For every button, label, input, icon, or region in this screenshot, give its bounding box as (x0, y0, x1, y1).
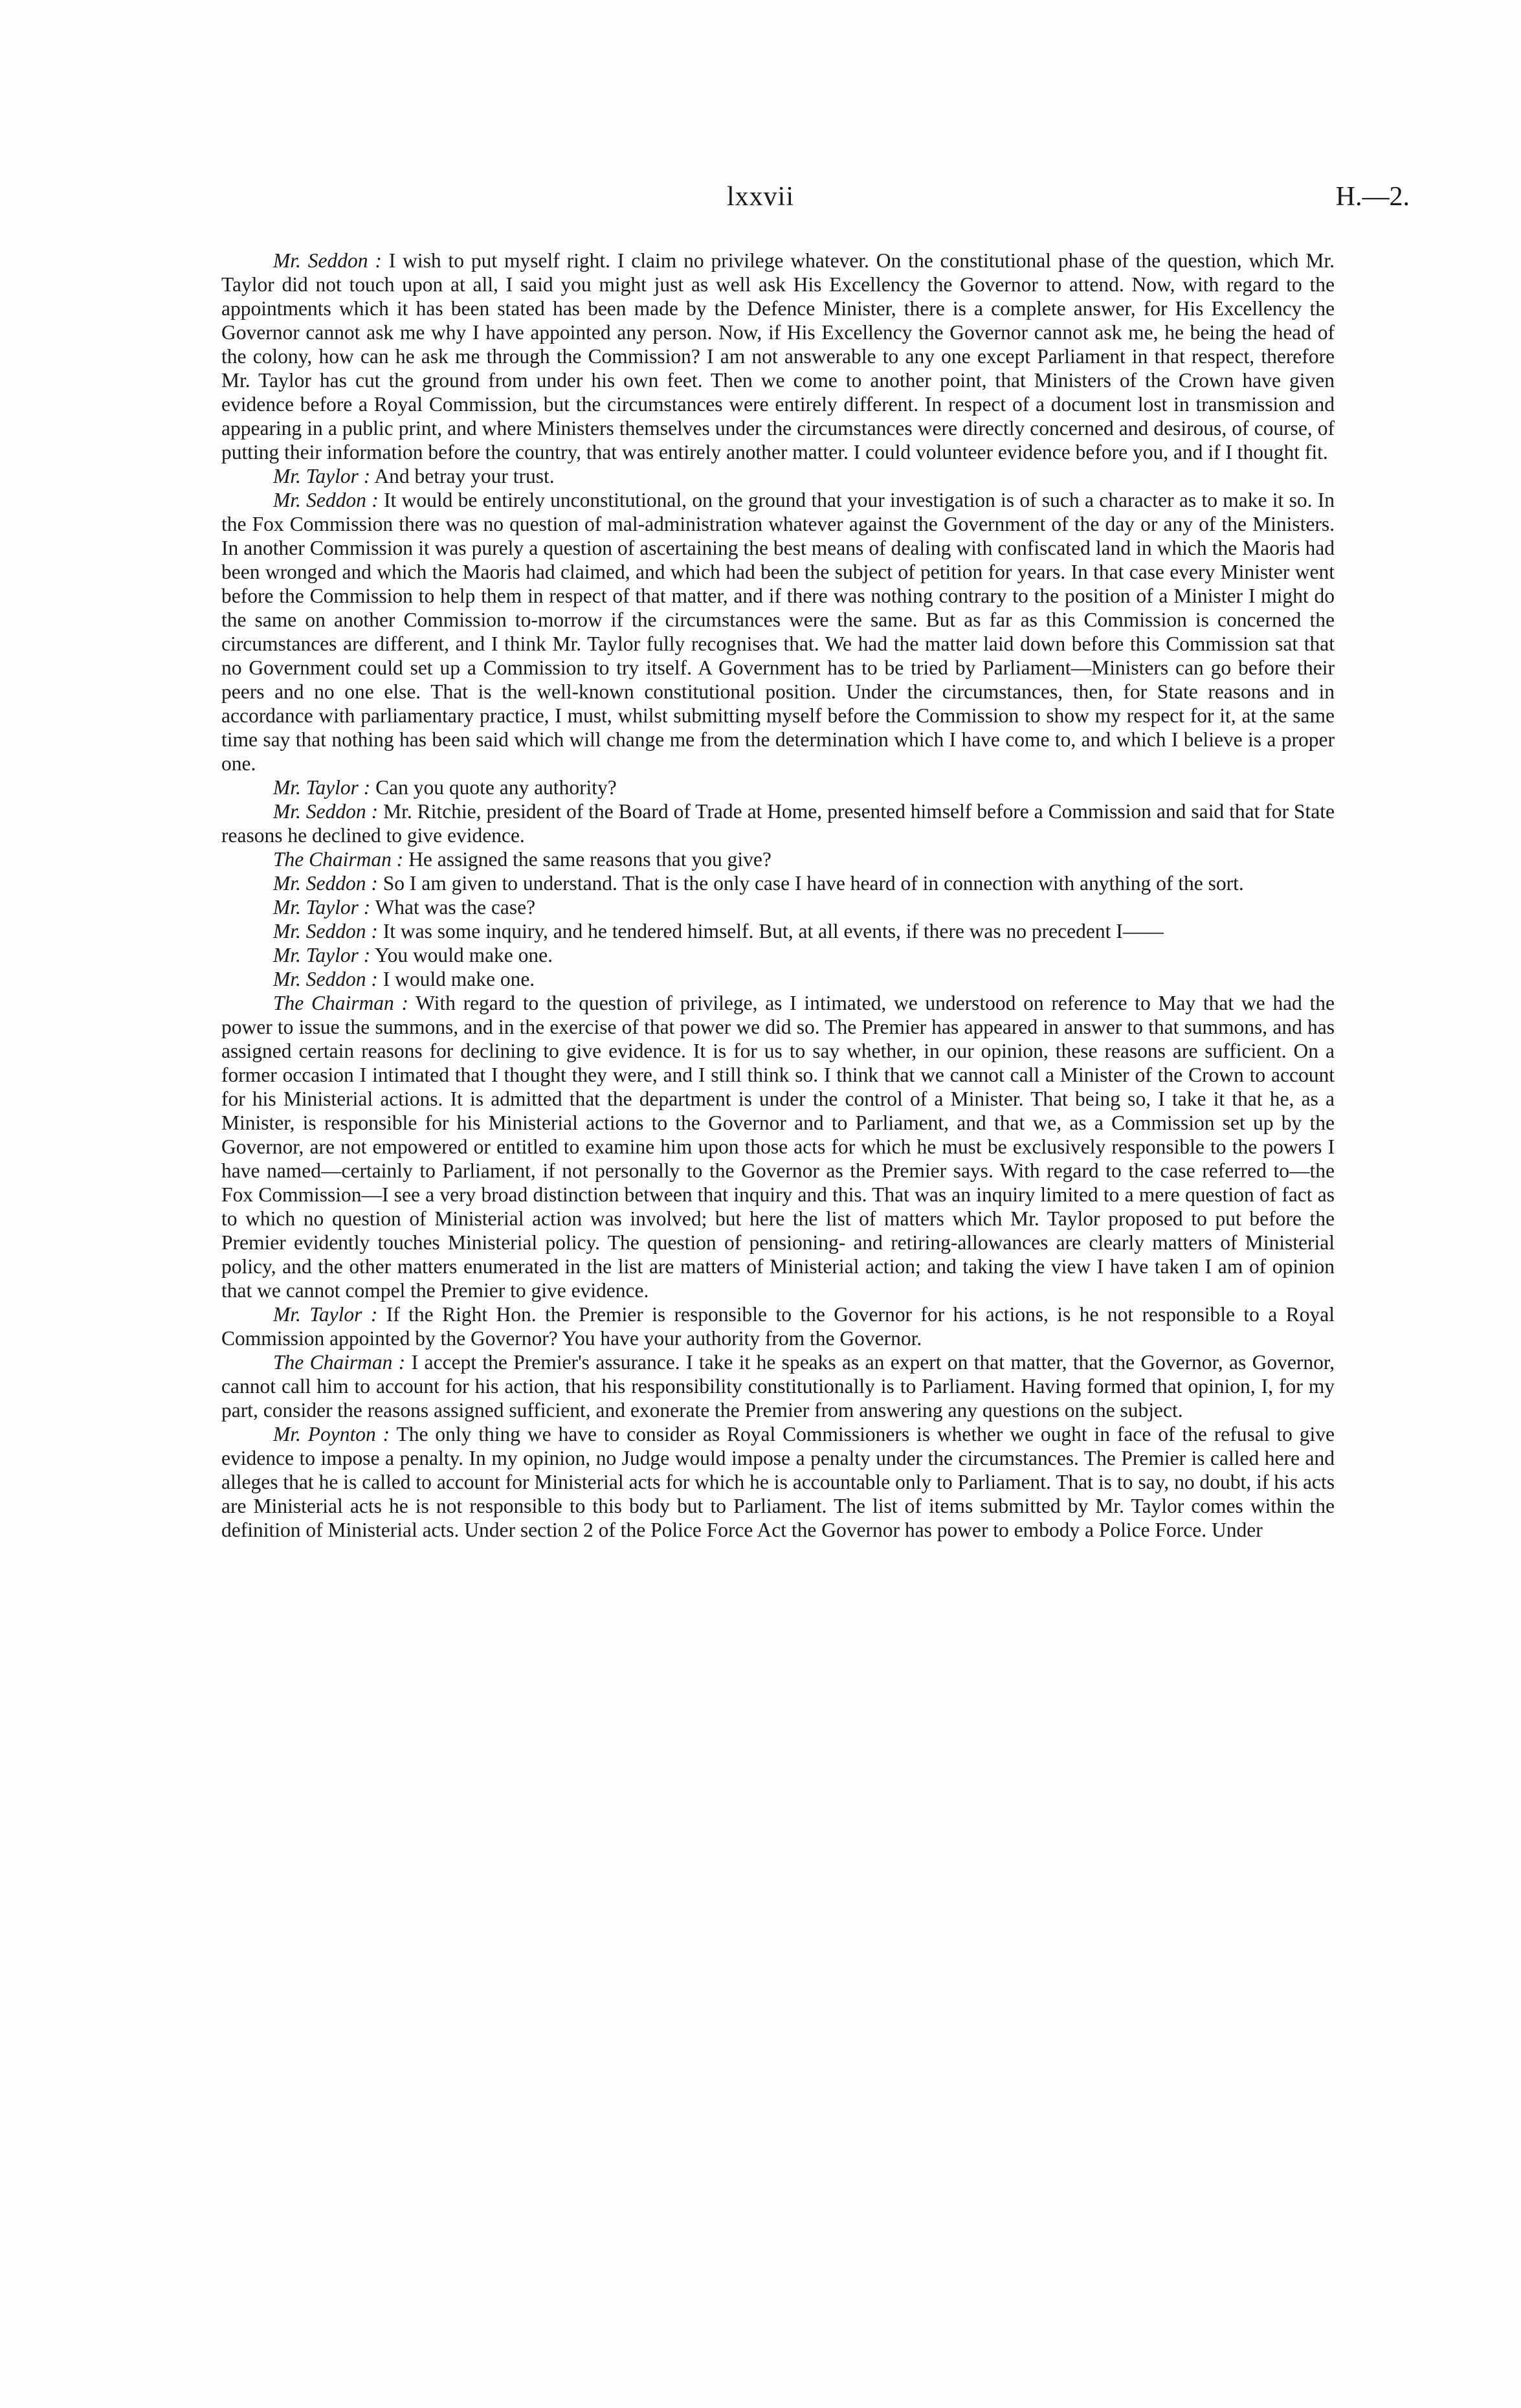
speaker-name: Mr. Seddon : (273, 489, 379, 511)
paragraph-text: And betray your trust. (374, 465, 555, 487)
body-text (221, 249, 1335, 1542)
paragraph (221, 464, 1335, 488)
speaker-name: The Chairman : (273, 992, 408, 1014)
speaker-name: Mr. Taylor : (273, 776, 371, 799)
speaker-name: The Chairman : (273, 1351, 406, 1374)
speaker-name: Mr. Taylor : (273, 1303, 378, 1326)
paragraph-text: The only thing we have to consider as Royal Commissioners is whether we ought in face of the refusal to give evidence to impose a penalty. In my opinion, no Judge would impose a penalty under the circumstances. The Premier is called here and alleges that he is called to account for Ministerial acts for which he is accountable only to Parliament. That is to say, no doubt, if his acts are Ministerial acts he is not responsible to this body but to Parliament. The list of items submitted by Mr. Taylor comes within the definition of Ministerial acts. Under section 2 of the Police Force Act the Governor has power to embody a Police Force. Under (221, 1423, 1335, 1541)
paragraph (221, 967, 1335, 991)
speaker-name: Mr. Seddon : (273, 800, 379, 823)
paragraph-text: Can you quote any authority? (375, 776, 617, 799)
paragraph-text: He assigned the same reasons that you give? (408, 848, 772, 871)
paragraph (221, 943, 1335, 967)
paragraph (221, 1350, 1335, 1422)
speaker-name: Mr. Taylor : (273, 944, 371, 966)
page-number: lxxvii (726, 182, 794, 212)
paragraph-text: It would be entirely unconstitutional, on the ground that your investigation is of such a character as to make it so. In the Fox Commission there was no question of mal-administration whatever against the Government of the day or any of the Ministers. In another Commission it was purely a question of ascertaining the best means of dealing with confiscated land in which the Maoris had been wronged and which the Maoris had claimed, and which had been the subject of petition for years. In that case every Minister went before the Commission to help them in respect of that matter, and if there was nothing contrary to the position of a Minister I might do the same on another Commission to-morrow if the circumstances were the same. But as far as this Commission is concerned the circumstances are different, and I think Mr. Taylor fully recognises that. We had the matter laid down before this Commission sat that no Government could set up a Commission to try itself. A Government has to be tried by Parliament—Ministers can go before their peers and no one else. That is the well-known constitutional position. Under the circumstances, then, for State reasons and in accordance with parliamentary practice, I must, whilst submitting myself before the Commission to show my respect for it, at the same time say that nothing has been said which will change me from the determination which I have come to, and which I believe is a proper one. (221, 489, 1335, 775)
speaker-name: The Chairman : (273, 848, 404, 871)
paragraph-text: I accept the Premier's assurance. I take it he speaks as an expert on that matter, that the Governor, as Governor, cannot call him to account for his action, that his responsibility constitutionally is to Parliament. Having formed that opinion, I, for my part, consider the reasons assigned sufficient, and exonerate the Premier from answering any questions on the subject. (221, 1351, 1335, 1421)
paragraph-text: What was the case? (375, 896, 536, 919)
paragraph-text: So I am given to understand. That is the only case I have heard of in connection with anything of the sort. (383, 872, 1244, 895)
paragraph-text: You would make one. (374, 944, 553, 966)
paragraph (221, 775, 1335, 799)
paragraph (221, 991, 1335, 1302)
paragraph-text: It was some inquiry, and he tendered himself. But, at all events, if there was no precedent I—— (383, 920, 1164, 942)
paragraph-text: With regard to the question of privilege, as I intimated, we understood on reference to May that we had the power to issue the summons, and in the exercise of that power we did so. The Premier has appeared in answer to that summons, and has assigned certain reasons for declining to give evidence. It is for us to say whether, in our opinion, these reasons are sufficient. On a former occasion I intimated that I thought they were, and I still think so. I think that we cannot call a Minister of the Crown to account for his Ministerial actions. It is admitted that the department is under the control of a Minister. That being so, I take it that he, as a Minister, is responsible for his Ministerial actions to the Governor and to Parliament, and that we, as a Commission set up by the Governor, are not empowered or entitled to examine him upon those acts for which he must be exclusively responsible to the powers I have named—certainly to Parliament, if not personally to the Governor as the Premier says. With regard to the case referred to—the Fox Commission—I see a very broad distinction between that inquiry and this. That was an inquiry limited to a mere question of fact as to which no question of Ministerial action was involved; but here the list of matters which Mr. Taylor proposed to put before the Premier evidently touches Ministerial policy. The question of pensioning- and retiring-allowances are clearly matters of Ministerial policy, and the other matters enumerated in the list are matters of Ministerial action; and taking the view I have taken I am of opinion that we cannot compel the Premier to give evidence. (221, 992, 1335, 1302)
speaker-name: Mr. Seddon : (273, 920, 378, 942)
paragraph (221, 799, 1335, 847)
speaker-name: Mr. Seddon : (273, 249, 382, 272)
paragraph (221, 249, 1335, 464)
paragraph (221, 847, 1335, 871)
paragraph (221, 488, 1335, 775)
paragraph (221, 1302, 1335, 1350)
paragraph (221, 919, 1335, 943)
speaker-name: Mr. Taylor : (273, 896, 371, 919)
paragraph-text: If the Right Hon. the Premier is responsible to the Governor for his actions, is he not responsible to a Royal Commission appointed by the Governor? You have your authority from the Governor. (221, 1303, 1335, 1350)
paragraph (221, 1422, 1335, 1542)
page-header (0, 181, 1521, 220)
paragraph-text: Mr. Ritchie, president of the Board of Trade at Home, presented himself before a Commission and said that for State reasons he declined to give evidence. (221, 800, 1335, 847)
speaker-name: Mr. Taylor : (273, 465, 371, 487)
paragraph-text: I would make one. (383, 968, 535, 990)
speaker-name: Mr. Seddon : (273, 872, 378, 895)
paragraph (221, 871, 1335, 895)
speaker-name: Mr. Poynton : (273, 1423, 390, 1445)
paragraph (221, 895, 1335, 919)
speaker-name: Mr. Seddon : (273, 968, 378, 990)
paragraph-text: I wish to put myself right. I claim no privilege whatever. On the constitutional phase of the question, which Mr. Taylor did not touch upon at all, I said you might just as well ask His Excellency the Governor to attend. Now, with regard to the appointments which it has been stated has been made by the Defence Minister, there is a complete answer, for His Excellency the Governor cannot ask me why I have appointed any person. Now, if His Excellency the Governor cannot ask me, he being the head of the colony, how can he ask me through the Commission? I am not answerable to any one except Parliament in that respect, therefore Mr. Taylor has cut the ground from under his own feet. Then we come to another point, that Ministers of the Crown have given evidence before a Royal Commission, but the circumstances were entirely different. In respect of a document lost in transmission and appearing in a public print, and where Ministers themselves under the circumstances were directly concerned and desirous, of course, of putting their information before the country, that was entirely another matter. I could volunteer evidence before you, and if I thought fit. (221, 249, 1335, 463)
document-code: H.—2. (1335, 182, 1410, 212)
